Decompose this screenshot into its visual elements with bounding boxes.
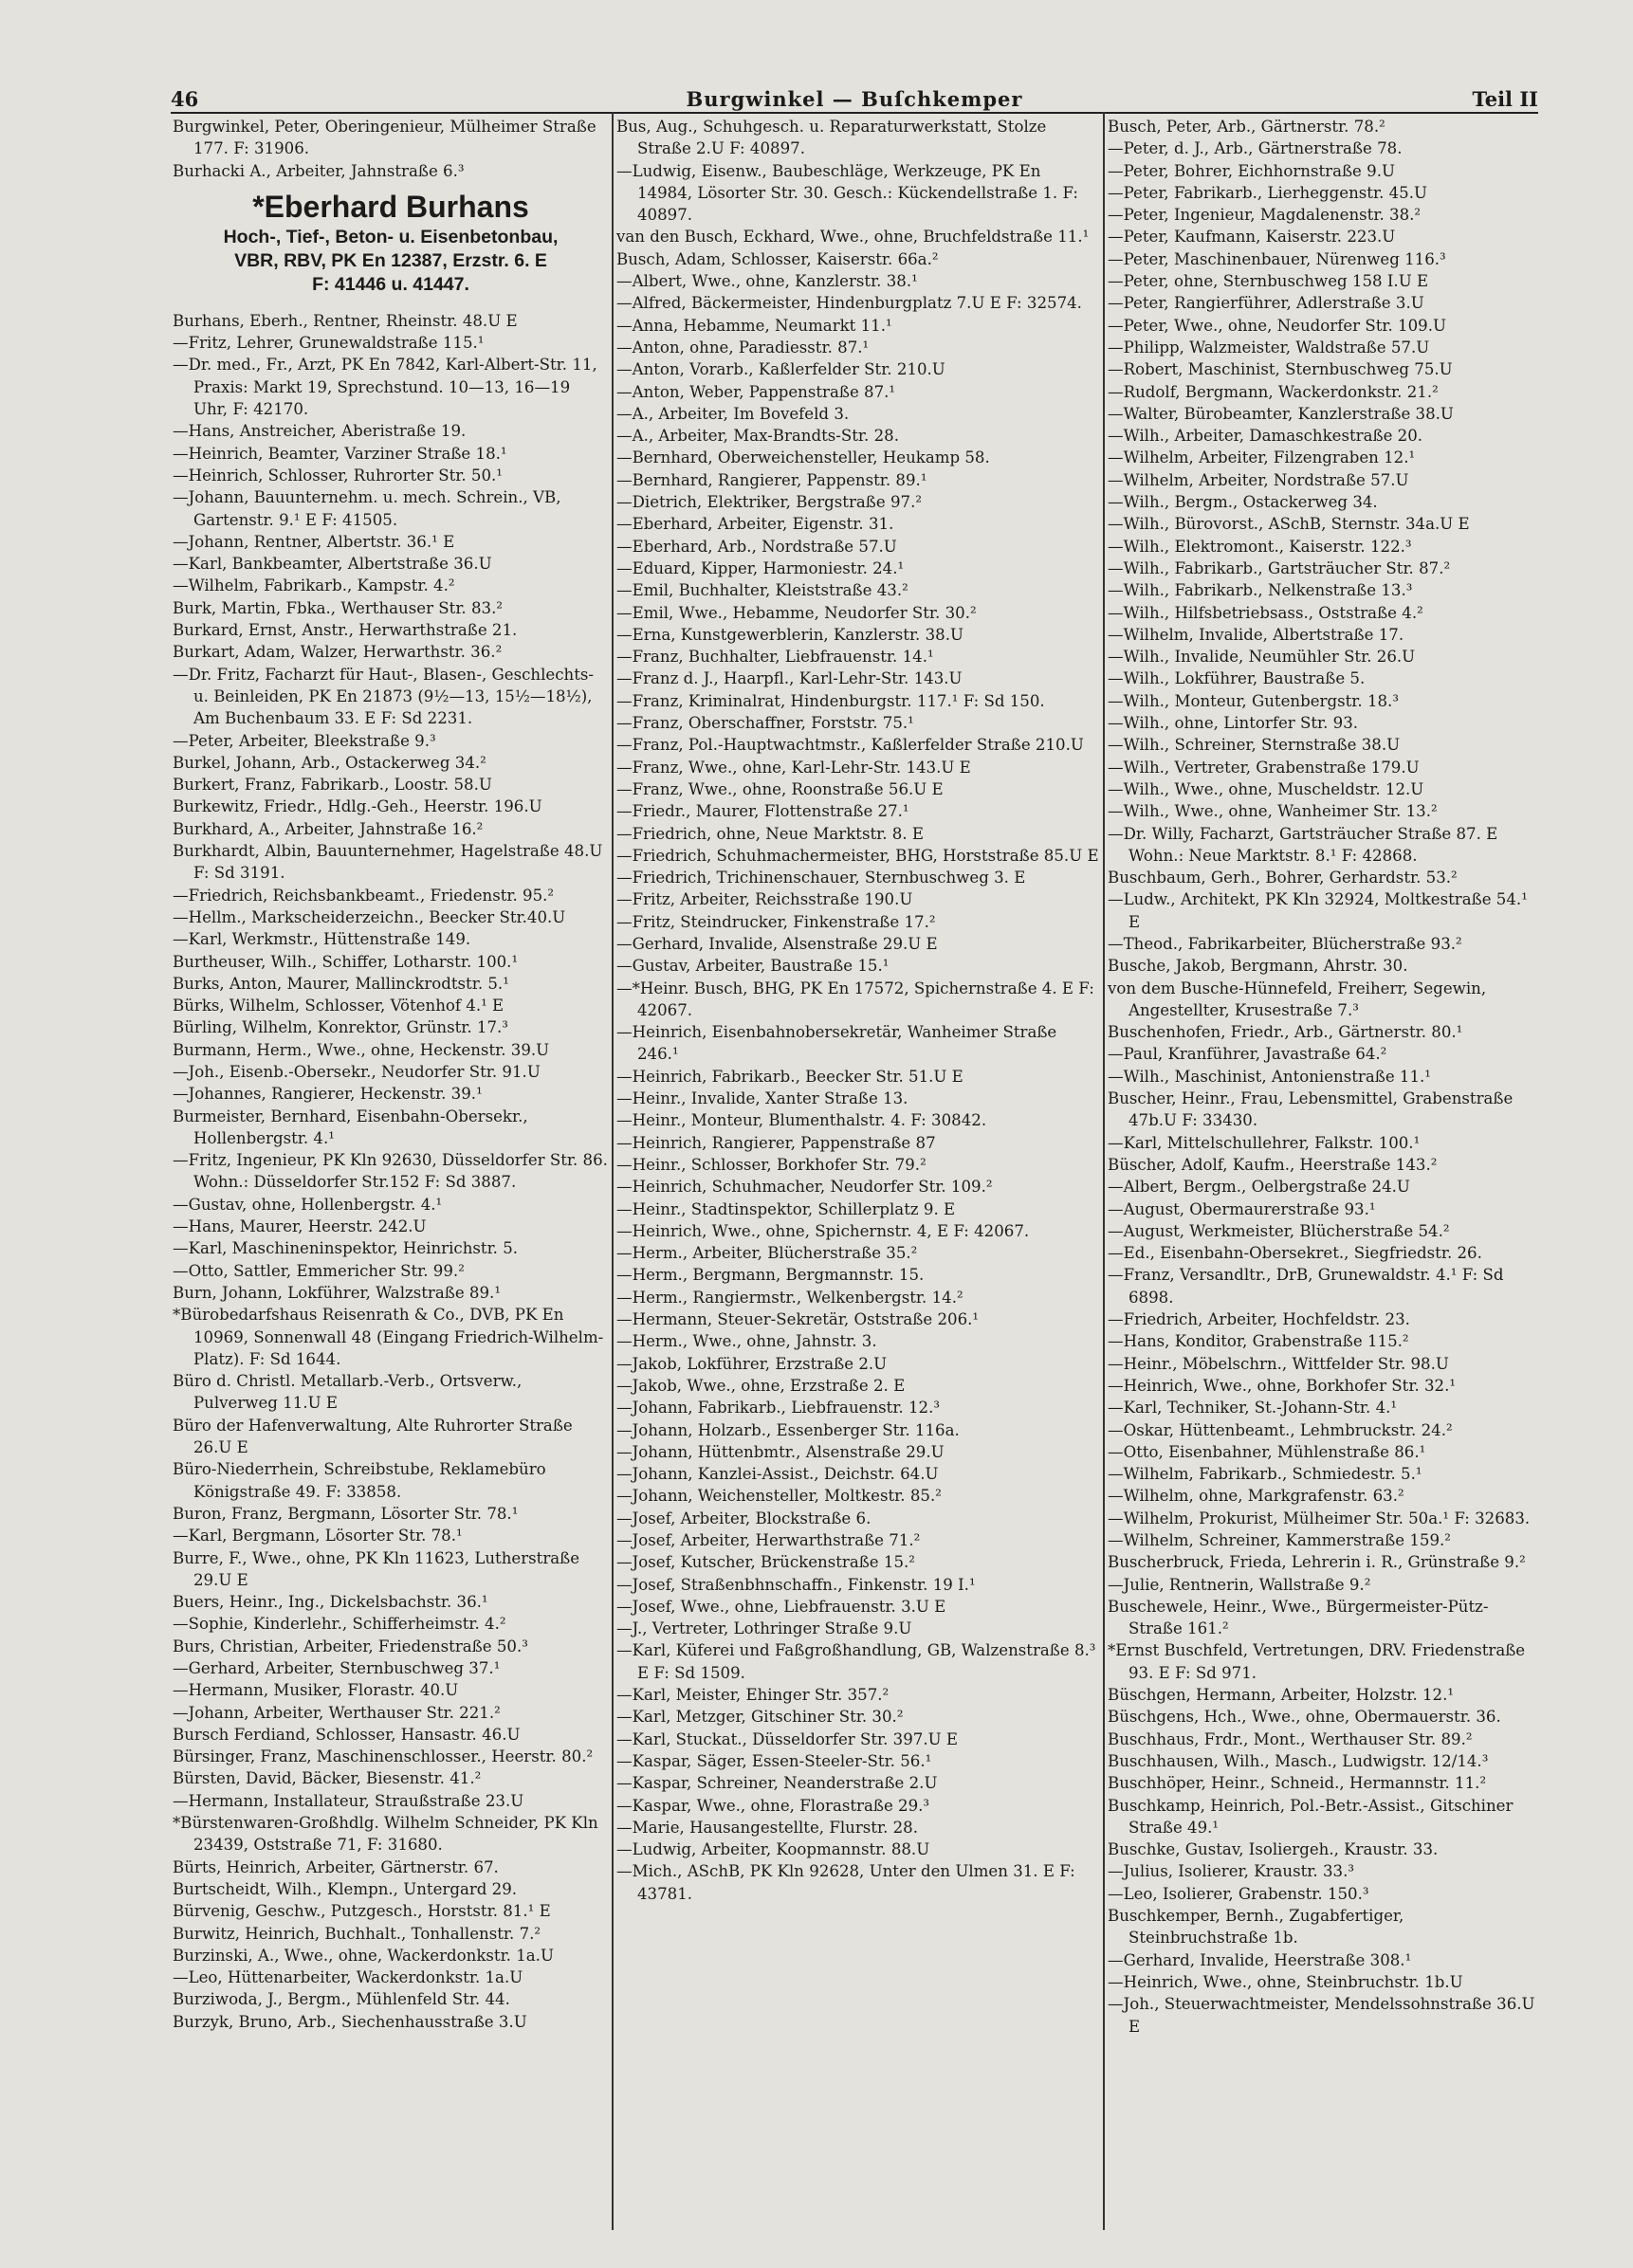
directory-entry: —Wilh., Wwe., ohne, Wanheimer Str. 13.² xyxy=(1108,802,1438,821)
directory-entry: —Dr. Fritz, Facharzt für Haut-, Blasen-, Geschlechts- u. Beinleiden, PK En 21873 (9½—13, 15½—18½), Am Buchenbaum 33. E F: Sd 2231. xyxy=(173,665,594,728)
directory-entry: Büscher, Adolf, Kaufm., Heerstraße 143.² xyxy=(1108,1155,1438,1174)
directory-entry: —Josef, Arbeiter, Blockstraße 6. xyxy=(616,1509,872,1527)
directory-entry: —Herm., Bergmann, Bergmannstr. 15. xyxy=(616,1266,925,1285)
directory-entry: Burn, Johann, Lokführer, Walzstraße 89.¹ xyxy=(173,1283,501,1302)
directory-entry: —Rudolf, Bergmann, Wackerdonkstr. 21.² xyxy=(1108,382,1439,401)
directory-entry: —Gustav, Arbeiter, Baustraße 15.¹ xyxy=(616,957,890,976)
directory-entry: —Wilh., Invalide, Neumühler Str. 26.U xyxy=(1108,648,1416,667)
directory-entry: —Josef, Arbeiter, Herwarthstraße 71.² xyxy=(616,1531,921,1549)
ad-line: VBR, RBV, PK En 12387, Erzstr. 6. E xyxy=(234,249,547,271)
directory-entry: —Friedrich, ohne, Neue Marktstr. 8. E xyxy=(616,824,925,843)
directory-entry: Büro d. Christl. Metallarb.-Verb., Ortsverw., Pulverweg 11.U E xyxy=(173,1372,523,1413)
directory-entry: —Friedrich, Reichsbankbeamt., Friedenstr. 95.² xyxy=(173,886,555,905)
directory-entry: —Paul, Kranführer, Javastraße 64.² xyxy=(1108,1045,1387,1064)
directory-entry: —Franz, Buchhalter, Liebfrauenstr. 14.¹ xyxy=(616,648,934,667)
directory-entry: Bürks, Wilhelm, Schlosser, Vötenhof 4.¹ E xyxy=(173,997,505,1015)
directory-entry: —Wilh., ohne, Lintorfer Str. 93. xyxy=(1108,714,1359,733)
directory-entry: —Johann, Holzarb., Essenberger Str. 116a. xyxy=(616,1420,960,1439)
directory-entry: —Johann, Rentner, Albertstr. 36.¹ E xyxy=(173,532,455,551)
directory-entry: Buschewele, Heinr., Wwe., Bürgermeister-Pütz-Straße 161.² xyxy=(1108,1597,1489,1638)
directory-entry: Burkewitz, Friedr., Hdlg.-Geh., Heerstr. 196.U xyxy=(173,797,542,816)
directory-entry: Bus, Aug., Schuhgesch. u. Reparaturwerkstatt, Stolze Straße 2.U F: 40897. xyxy=(616,118,1047,158)
directory-entry: —Eduard, Kipper, Harmoniestr. 24.¹ xyxy=(616,558,905,577)
directory-entry: —Karl, Bergmann, Lösorter Str. 78.¹ xyxy=(173,1527,463,1546)
directory-entry: —Peter, Kaufmann, Kaiserstr. 223.U xyxy=(1108,228,1396,247)
directory-entry: Büschgen, Hermann, Arbeiter, Holzstr. 12.¹ xyxy=(1108,1686,1455,1705)
column-2 xyxy=(616,116,1100,1905)
directory-entry: —Johannes, Rangierer, Heckenstr. 39.¹ xyxy=(173,1085,483,1104)
directory-entry: —Fritz, Steindrucker, Finkenstraße 17.² xyxy=(616,912,936,931)
directory-entry: *Bürstenwaren-Großhdlg. Wilhelm Schneider, PK Kln 23439, Oststraße 71, F: 31680. xyxy=(173,1814,598,1855)
directory-entry: Busche, Jakob, Bergmann, Ahrstr. 30. xyxy=(1108,957,1408,976)
directory-entry: —Friedr., Maurer, Flottenstraße 27.¹ xyxy=(616,802,909,821)
directory-entry: Burkhardt, Albin, Bauunternehmer, Hagelstraße 48.U F: Sd 3191. xyxy=(173,842,603,883)
directory-entry: —Peter, Wwe., ohne, Neudorfer Str. 109.U xyxy=(1108,316,1446,335)
directory-entry: —Heinrich, Rangierer, Pappenstraße 87 xyxy=(616,1133,936,1152)
directory-entry: Büro-Niederrhein, Schreibstube, Reklamebüro Königstraße 49. F: 33858. xyxy=(173,1460,546,1501)
directory-entry: —Heinr., Schlosser, Borkhofer Str. 79.² xyxy=(616,1155,927,1174)
directory-entry: —Wilh., Bergm., Ostackerweg 34. xyxy=(1108,493,1378,512)
page-header xyxy=(171,83,1538,116)
directory-entry: —Wilhelm, Arbeiter, Filzengraben 12.¹ xyxy=(1108,448,1416,467)
directory-entry: Burzyk, Bruno, Arb., Siechenhausstraße 3.U xyxy=(173,2012,527,2031)
directory-entry: —Sophie, Kinderlehr., Schifferheimstr. 4.² xyxy=(173,1615,506,1634)
directory-entry: —Dr. med., Fr., Arzt, PK En 7842, Karl-Albert-Str. 11, Praxis: Markt 19, Sprechstund. 10—13, 16—19 Uhr, F: 42170. xyxy=(173,356,597,419)
directory-entry: —Wilhelm, Fabrikarb., Kampstr. 4.² xyxy=(173,576,455,595)
directory-entry: —Wilh., Arbeiter, Damaschkestraße 20. xyxy=(1108,427,1423,446)
directory-entry: —Friedrich, Schuhmachermeister, BHG, Horststraße 85.U E xyxy=(616,846,1099,865)
directory-entry: Burgwinkel, Peter, Oberingenieur, Mülheimer Straße 177. F: 31906. xyxy=(173,118,596,158)
directory-entry: Buschhöper, Heinr., Schneid., Hermannstr. 11.² xyxy=(1108,1774,1487,1793)
directory-entry: Burziwoda, J., Bergm., Mühlenfeld Str. 44. xyxy=(173,1990,510,2009)
directory-entry: —August, Obermaurerstraße 93.¹ xyxy=(1108,1199,1376,1218)
directory-entry: —Ludwig, Arbeiter, Koopmannstr. 88.U xyxy=(616,1840,930,1859)
directory-entry: —Wilhelm, Prokurist, Mülheimer Str. 50a.¹ F: 32683. xyxy=(1108,1509,1531,1527)
directory-entry: —Marie, Hausangestellte, Flurstr. 28. xyxy=(616,1818,919,1837)
directory-entry: —Hermann, Musiker, Florastr. 40.U xyxy=(173,1681,459,1700)
directory-entry: —Otto, Sattler, Emmericher Str. 99.² xyxy=(173,1261,465,1280)
directory-entry: —A., Arbeiter, Im Bovefeld 3. xyxy=(616,404,850,423)
directory-entry: Burtheuser, Wilh., Schiffer, Lotharstr. 100.¹ xyxy=(173,952,519,971)
directory-entry: —Kaspar, Wwe., ohne, Florastraße 29.³ xyxy=(616,1796,930,1815)
directory-entry: —Karl, Stuckat., Düsseldorfer Str. 397.U E xyxy=(616,1729,959,1748)
directory-entry: —Anton, Weber, Pappenstraße 87.¹ xyxy=(616,382,896,401)
column-divider xyxy=(1103,112,1105,2230)
directory-entry: Burks, Anton, Maurer, Mallinckrodtstr. 5.¹ xyxy=(173,974,509,993)
directory-entry: —Gustav, ohne, Hollenbergstr. 4.¹ xyxy=(173,1195,443,1214)
directory-entry: —Hellm., Markscheiderzeichn., Beecker Str.40.U xyxy=(173,907,566,926)
directory-entry: —Wilh., Fabrikarb., Gartsträucher Str. 87.² xyxy=(1108,558,1451,577)
directory-entry: —Franz, Wwe., ohne, Roonstraße 56.U E xyxy=(616,779,944,798)
column-3 xyxy=(1108,116,1542,2038)
directory-entry: Burmeister, Bernhard, Eisenbahn-Obersekr., Hollenbergstr. 4.¹ xyxy=(173,1107,528,1147)
directory-entry: —Fritz, Lehrer, Grunewaldstraße 115.¹ xyxy=(173,334,485,353)
directory-entry: —Mich., ASchB, PK Kln 92628, Unter den Ulmen 31. E F: 43781. xyxy=(616,1862,1075,1903)
column-1-entries xyxy=(173,310,609,2033)
directory-entry: —Friedrich, Arbeiter, Hochfeldstr. 23. xyxy=(1108,1310,1410,1329)
directory-entry: —Gerhard, Invalide, Alsenstraße 29.U E xyxy=(616,934,938,953)
directory-entry: Burtscheidt, Wilh., Klempn., Untergard 29. xyxy=(173,1879,518,1898)
directory-entry: —Josef, Straßenbhnschaffn., Finkenstr. 19 I.¹ xyxy=(616,1575,976,1594)
directory-entry: —Josef, Wwe., ohne, Liebfrauenstr. 3.U E xyxy=(616,1597,946,1616)
directory-entry: Burkert, Franz, Fabrikarb., Loostr. 58.U xyxy=(173,776,492,795)
directory-entry: —Peter, Fabrikarb., Lierheggenstr. 45.U xyxy=(1108,183,1428,202)
directory-entry: —Wilhelm, ohne, Markgrafenstr. 63.² xyxy=(1108,1487,1404,1506)
directory-entry: —Friedrich, Trichinenschauer, Sternbuschweg 3. E xyxy=(616,869,1026,887)
directory-entry: —Wilh., Lokführer, Baustraße 5. xyxy=(1108,669,1366,688)
directory-entry: —Bernhard, Rangierer, Pappenstr. 89.¹ xyxy=(616,470,927,489)
directory-entry: —Karl, Meister, Ehinger Str. 357.² xyxy=(616,1686,890,1705)
directory-entry: —Eberhard, Arb., Nordstraße 57.U xyxy=(616,537,897,556)
directory-entry: —Wilh., Wwe., ohne, Muscheldstr. 12.U xyxy=(1108,779,1424,798)
directory-entry: —Eberhard, Arbeiter, Eigenstr. 31. xyxy=(616,515,894,534)
directory-entry: *Ernst Buschfeld, Vertretungen, DRV. Friedenstraße 93. E F: Sd 971. xyxy=(1108,1641,1526,1682)
directory-entry: —Heinrich, Schlosser, Ruhrorter Str. 50.¹ xyxy=(173,466,503,485)
directory-entry: —Wilh., Schreiner, Sternstraße 38.U xyxy=(1108,736,1401,755)
directory-entry: —Franz, Versandltr., DrB, Grunewaldstr. 4.¹ F: Sd 6898. xyxy=(1108,1266,1504,1307)
directory-entry: —Wilhelm, Schreiner, Kammerstraße 159.² xyxy=(1108,1531,1451,1549)
column-3-entries xyxy=(1108,116,1542,2038)
directory-entry: —Albert, Wwe., ohne, Kanzlerstr. 38.¹ xyxy=(616,272,918,291)
directory-entry: —Wilh., Fabrikarb., Nelkenstraße 13.³ xyxy=(1108,581,1413,600)
ad-line: F: 41446 u. 41447. xyxy=(312,273,469,295)
directory-entry: Burkard, Ernst, Anstr., Herwarthstraße 21. xyxy=(173,621,518,640)
column-1-top-entries xyxy=(173,116,609,182)
directory-entry: *Bürobedarfshaus Reisenrath & Co., DVB, PK En 10969, Sonnenwall 48 (Eingang Friedrich-Wilhelm-Platz). F: Sd 1644. xyxy=(173,1306,604,1368)
directory-entry: —Heinr., Monteur, Blumenthalstr. 4. F: 30842. xyxy=(616,1111,987,1130)
directory-entry: —Wilh., Maschinist, Antonienstraße 11.¹ xyxy=(1108,1067,1431,1086)
directory-entry: Büschgens, Hch., Wwe., ohne, Obermauerstr. 36. xyxy=(1108,1708,1501,1727)
directory-entry: —Johann, Hüttenbmtr., Alsenstraße 29.U xyxy=(616,1442,945,1461)
directory-entry: —Kaspar, Schreiner, Neanderstraße 2.U xyxy=(616,1774,938,1793)
directory-entry: —Johann, Weichensteller, Moltkestr. 85.² xyxy=(616,1487,942,1506)
directory-entry: —Wilhelm, Fabrikarb., Schmiedestr. 5.¹ xyxy=(1108,1465,1422,1484)
directory-entry: Buscherbruck, Frieda, Lehrerin i. R., Grünstraße 9.² xyxy=(1108,1553,1526,1572)
directory-entry: —Emil, Buchhalter, Kleiststraße 43.² xyxy=(616,581,908,600)
directory-entry: —Julie, Rentnerin, Wallstraße 9.² xyxy=(1108,1575,1371,1594)
ad-line: Hoch-, Tief-, Beton- u. Eisenbetonbau, xyxy=(223,226,559,247)
part-label: Teil II xyxy=(1472,87,1538,111)
directory-entry: —Hans, Anstreicher, Aberistraße 19. xyxy=(173,422,467,441)
directory-entry: —Hermann, Steuer-Sekretär, Oststraße 206.¹ xyxy=(616,1310,980,1329)
directory-entry: Burkart, Adam, Walzer, Herwarthstr. 36.² xyxy=(173,643,503,662)
directory-entry: —Julius, Isolierer, Kraustr. 33.³ xyxy=(1108,1862,1354,1881)
page-number: 46 xyxy=(171,87,199,111)
directory-entry: —Fritz, Ingenieur, PK Kln 92630, Düsseldorfer Str. 86. Wohn.: Düsseldorfer Str.152 F: Sd 3887. xyxy=(173,1151,608,1192)
directory-entry: —Herm., Wwe., ohne, Jahnstr. 3. xyxy=(616,1332,877,1351)
directory-entry: Buschkemper, Bernh., Zugabfertiger, Steinbruchstraße 1b. xyxy=(1108,1907,1404,1948)
directory-entry: —Wilh., Monteur, Gutenbergstr. 18.³ xyxy=(1108,691,1399,710)
directory-entry: Bürts, Heinrich, Arbeiter, Gärtnerstr. 67. xyxy=(173,1857,499,1876)
directory-entry: —Alfred, Bäckermeister, Hindenburgplatz 7.U E F: 32574. xyxy=(616,294,1082,313)
directory-entry: —J., Vertreter, Lothringer Straße 9.U xyxy=(616,1619,912,1638)
directory-entry: —Wilh., Hilfsbetriebsass., Oststraße 4.² xyxy=(1108,603,1423,622)
directory-entry: —Peter, Maschinenbauer, Nürenweg 116.³ xyxy=(1108,249,1446,268)
directory-entry: Buschbaum, Gerh., Bohrer, Gerhardstr. 53.² xyxy=(1108,869,1458,887)
directory-entry: —A., Arbeiter, Max-Brandts-Str. 28. xyxy=(616,427,899,446)
directory-entry: Buschhaus, Frdr., Mont., Werthauser Str. 89.² xyxy=(1108,1729,1473,1748)
directory-entry: —Erna, Kunstgewerblerin, Kanzlerstr. 38.U xyxy=(616,625,963,644)
directory-entry: Bursch Ferdiand, Schlosser, Hansastr. 46.U xyxy=(173,1725,521,1744)
directory-entry: Buron, Franz, Bergmann, Lösorter Str. 78.¹ xyxy=(173,1504,519,1523)
directory-entry: Burre, F., Wwe., ohne, PK Kln 11623, Lutherstraße 29.U E xyxy=(173,1548,580,1589)
directory-entry: —Wilhelm, Arbeiter, Nordstraße 57.U xyxy=(1108,470,1409,489)
directory-entry: —Heinrich, Eisenbahnobersekretär, Wanheimer Straße 246.¹ xyxy=(616,1023,1057,1064)
directory-entry: —Ludw., Architekt, PK Kln 32924, Moltkestraße 54.¹ E xyxy=(1108,890,1528,931)
directory-entry: —Peter, Ingenieur, Magdalenenstr. 38.² xyxy=(1108,206,1422,225)
directory-entry: —Heinr., Invalide, Xanter Straße 13. xyxy=(616,1089,908,1108)
directory-entry: —Anton, ohne, Paradiesstr. 87.¹ xyxy=(616,338,870,357)
directory-entry: Büro der Hafenverwaltung, Alte Ruhrorter Straße 26.U E xyxy=(173,1416,573,1457)
directory-entry: Buschkamp, Heinrich, Pol.-Betr.-Assist., Gitschiner Straße 49.¹ xyxy=(1108,1796,1514,1837)
directory-entry: —Anna, Hebamme, Neumarkt 11.¹ xyxy=(616,316,892,335)
directory-entry: —Dr. Willy, Facharzt, Gartsträucher Straße 87. E Wohn.: Neue Marktstr. 8.¹ F: 42868. xyxy=(1108,824,1498,865)
directory-entry: —Heinrich, Wwe., ohne, Steinbruchstr. 1b.U xyxy=(1108,1972,1463,1991)
directory-entry: —Peter, ohne, Sternbuschweg 158 I.U E xyxy=(1108,272,1429,291)
directory-entry: —Franz d. J., Haarpfl., Karl-Lehr-Str. 143.U xyxy=(616,669,963,688)
directory-entry: —Herm., Rangiermstr., Welkenbergstr. 14.² xyxy=(616,1288,963,1307)
directory-entry: —Wilhelm, Invalide, Albertstraße 17. xyxy=(1108,625,1404,644)
directory-entry: Buschenhofen, Friedr., Arb., Gärtnerstr. 80.¹ xyxy=(1108,1023,1463,1042)
directory-entry: —Ed., Eisenbahn-Obersekret., Siegfriedstr. 26. xyxy=(1108,1244,1482,1263)
directory-entry: —Hans, Maurer, Heerstr. 242.U xyxy=(173,1217,427,1236)
directory-entry: Burkel, Johann, Arb., Ostackerweg 34.² xyxy=(173,753,486,772)
directory-entry: Burkhard, A., Arbeiter, Jahnstraße 16.² xyxy=(173,819,484,838)
directory-entry: —Heinrich, Beamter, Varziner Straße 18.¹ xyxy=(173,444,507,463)
directory-entry: —Gerhard, Invalide, Heerstraße 308.¹ xyxy=(1108,1950,1412,1969)
directory-entry: Busch, Adam, Schlosser, Kaiserstr. 66a.² xyxy=(616,249,939,268)
directory-entry: —Peter, Arbeiter, Bleekstraße 9.³ xyxy=(173,731,436,750)
directory-entry: Bürsinger, Franz, Maschinenschlosser., Heerstr. 80.² xyxy=(173,1747,594,1766)
directory-entry: —Peter, d. J., Arb., Gärtnerstraße 78. xyxy=(1108,139,1403,158)
directory-entry: Buschhausen, Wilh., Masch., Ludwigstr. 12/14.³ xyxy=(1108,1751,1489,1770)
directory-entry: —Karl, Küferei und Faßgroßhandlung, GB, Walzenstraße 8.³ E F: Sd 1509. xyxy=(616,1641,1096,1682)
directory-entry: —Franz, Pol.-Hauptwachtmstr., Kaßlerfelder Straße 210.U xyxy=(616,736,1084,755)
directory-entry: —Josef, Kutscher, Brückenstraße 15.² xyxy=(616,1553,915,1572)
directory-entry: —Jakob, Lokführer, Erzstraße 2.U xyxy=(616,1354,888,1373)
directory-entry: Buscher, Heinr., Frau, Lebensmittel, Grabenstraße 47b.U F: 33430. xyxy=(1108,1089,1514,1130)
directory-entry: —Heinrich, Wwe., ohne, Spichernstr. 4, E F: 42067. xyxy=(616,1221,1030,1240)
directory-entry: —Karl, Mittelschullehrer, Falkstr. 100.¹ xyxy=(1108,1133,1421,1152)
header-rule xyxy=(171,112,1538,114)
directory-entry: Burhacki A., Arbeiter, Jahnstraße 6.³ xyxy=(173,161,465,180)
directory-entry: —Anton, Vorarb., Kaßlerfelder Str. 210.U xyxy=(616,360,945,379)
directory-entry: —Heinrich, Schuhmacher, Neudorfer Str. 109.² xyxy=(616,1178,993,1197)
directory-entry: —Karl, Metzger, Gitschiner Str. 30.² xyxy=(616,1708,904,1727)
directory-entry: —Johann, Bauunternehm. u. mech. Schrein., VB, Gartenstr. 9.¹ E F: 41505. xyxy=(173,488,561,529)
directory-entry: —Gerhard, Arbeiter, Sternbuschweg 37.¹ xyxy=(173,1659,501,1677)
directory-entry: —Robert, Maschinist, Sternbuschweg 75.U xyxy=(1108,360,1453,379)
directory-entry: —Peter, Bohrer, Eichhornstraße 9.U xyxy=(1108,161,1395,180)
directory-entry: —Leo, Isolierer, Grabenstr. 150.³ xyxy=(1108,1884,1369,1903)
column-2-entries xyxy=(616,116,1100,1905)
directory-entry: —*Heinr. Busch, BHG, PK En 17572, Spichernstraße 4. E F: 42067. xyxy=(616,979,1094,1019)
directory-entry: Buschke, Gustav, Isoliergeh., Kraustr. 33. xyxy=(1108,1840,1439,1859)
directory-entry: —Johann, Kanzlei-Assist., Deichstr. 64.U xyxy=(616,1465,939,1484)
directory-entry: —Wilh., Bürovorst., ASchB, Sternstr. 34a.U E xyxy=(1108,515,1470,534)
directory-entry: —Otto, Eisenbahner, Mühlenstraße 86.¹ xyxy=(1108,1442,1426,1461)
directory-entry: —August, Werkmeister, Blücherstraße 54.² xyxy=(1108,1221,1450,1240)
directory-entry: —Karl, Techniker, St.-Johann-Str. 4.¹ xyxy=(1108,1399,1398,1418)
directory-entry: —Walter, Bürobeamter, Kanzlerstraße 38.U xyxy=(1108,404,1454,423)
directory-entry: Burhans, Eberh., Rentner, Rheinstr. 48.U E xyxy=(173,311,518,330)
directory-entry: —Emil, Wwe., Hebamme, Neudorfer Str. 30.² xyxy=(616,603,977,622)
directory-entry: —Karl, Bankbeamter, Albertstraße 36.U xyxy=(173,555,492,574)
directory-entry: Burwitz, Heinrich, Buchhalt., Tonhallenstr. 7.² xyxy=(173,1924,541,1943)
directory-entry: Bürsten, David, Bäcker, Biesenstr. 41.² xyxy=(173,1769,482,1788)
directory-entry: —Johann, Arbeiter, Werthauser Str. 221.² xyxy=(173,1703,501,1722)
directory-entry: —Franz, Kriminalrat, Hindenburgstr. 117.¹ F: Sd 150. xyxy=(616,691,1045,710)
directory-entry: —Oskar, Hüttenbeamt., Lehmbruckstr. 24.² xyxy=(1108,1420,1453,1439)
advertisement-eberhard-burhans xyxy=(173,188,609,297)
directory-entry: Burs, Christian, Arbeiter, Friedenstraße 50.³ xyxy=(173,1637,528,1655)
directory-entry: —Peter, Rangierführer, Adlerstraße 3.U xyxy=(1108,294,1424,313)
directory-entry: —Albert, Bergm., Oelbergstraße 24.U xyxy=(1108,1178,1410,1197)
column-divider xyxy=(612,112,614,2230)
directory-entry: Buers, Heinr., Ing., Dickelsbachstr. 36.¹ xyxy=(173,1593,488,1612)
directory-entry: —Johann, Fabrikarb., Liebfrauenstr. 12.³ xyxy=(616,1399,941,1418)
ad-name: *Eberhard Burhans xyxy=(252,189,529,224)
running-title: Burgwinkel — Buſchkemper xyxy=(686,87,1023,111)
column-1 xyxy=(173,116,609,2033)
directory-entry: —Heinrich, Wwe., ohne, Borkhofer Str. 32.¹ xyxy=(1108,1376,1457,1395)
directory-entry: Burk, Martin, Fbka., Werthauser Str. 83.² xyxy=(173,598,504,617)
directory-entry: —Franz, Wwe., ohne, Karl-Lehr-Str. 143.U E xyxy=(616,758,971,777)
directory-entry: von dem Busche-Hünnefeld, Freiherr, Segewin, Angestellter, Krusestraße 7.³ xyxy=(1108,979,1487,1019)
directory-entry: Burmann, Herm., Wwe., ohne, Heckenstr. 39.U xyxy=(173,1040,550,1059)
directory-entry: —Franz, Oberschaffner, Forststr. 75.¹ xyxy=(616,714,914,733)
directory-entry: Burzinski, A., Wwe., ohne, Wackerdonkstr. 1a.U xyxy=(173,1946,554,1965)
directory-entry: —Herm., Arbeiter, Blücherstraße 35.² xyxy=(616,1244,918,1263)
directory-entry: —Heinr., Stadtinspektor, Schillerplatz 9. E xyxy=(616,1199,956,1218)
directory-entry: —Fritz, Arbeiter, Reichsstraße 190.U xyxy=(616,890,913,909)
directory-entry: —Heinrich, Fabrikarb., Beecker Str. 51.U E xyxy=(616,1067,963,1086)
directory-entry: —Heinr., Möbelschrn., Wittfelder Str. 98.U xyxy=(1108,1354,1449,1373)
directory-entry: —Kaspar, Säger, Essen-Steeler-Str. 56.¹ xyxy=(616,1751,932,1770)
directory-entry: Busch, Peter, Arb., Gärtnerstr. 78.² xyxy=(1108,118,1385,136)
directory-entry: —Joh., Steuerwachtmeister, Mendelssohnstraße 36.U E xyxy=(1108,1995,1535,2036)
directory-entry: —Karl, Werkmstr., Hüttenstraße 149. xyxy=(173,930,471,949)
directory-entry: —Joh., Eisenb.-Obersekr., Neudorfer Str. 91.U xyxy=(173,1062,541,1081)
directory-entry: Bürvenig, Geschw., Putzgesch., Horststr. 81.¹ E xyxy=(173,1902,551,1921)
directory-entry: —Leo, Hüttenarbeiter, Wackerdonkstr. 1a.U xyxy=(173,1968,523,1987)
directory-entry: —Karl, Maschineninspektor, Heinrichstr. 5. xyxy=(173,1239,519,1258)
directory-entry: van den Busch, Eckhard, Wwe., ohne, Bruchfeldstraße 11.¹ xyxy=(616,228,1090,247)
directory-entry: Bürling, Wilhelm, Konrektor, Grünstr. 17.³ xyxy=(173,1018,508,1037)
directory-entry: —Jakob, Wwe., ohne, Erzstraße 2. E xyxy=(616,1376,906,1395)
directory-entry: —Hans, Konditor, Grabenstraße 115.² xyxy=(1108,1332,1409,1351)
directory-entry: —Philipp, Walzmeister, Waldstraße 57.U xyxy=(1108,338,1430,357)
directory-entry: —Bernhard, Oberweichensteller, Heukamp 58. xyxy=(616,448,990,467)
directory-entry: —Wilh., Vertreter, Grabenstraße 179.U xyxy=(1108,758,1420,777)
directory-entry: —Theod., Fabrikarbeiter, Blücherstraße 93.² xyxy=(1108,934,1462,953)
directory-entry: —Ludwig, Eisenw., Baubeschläge, Werkzeuge, PK En 14984, Lösorter Str. 30. Gesch.: Kückendellstraße 1. F: 40897. xyxy=(616,161,1078,225)
directory-entry: —Hermann, Installateur, Straußstraße 23.U xyxy=(173,1791,524,1810)
directory-entry: —Dietrich, Elektriker, Bergstraße 97.² xyxy=(616,493,922,512)
directory-entry: —Wilh., Elektromont., Kaiserstr. 122.³ xyxy=(1108,537,1412,556)
